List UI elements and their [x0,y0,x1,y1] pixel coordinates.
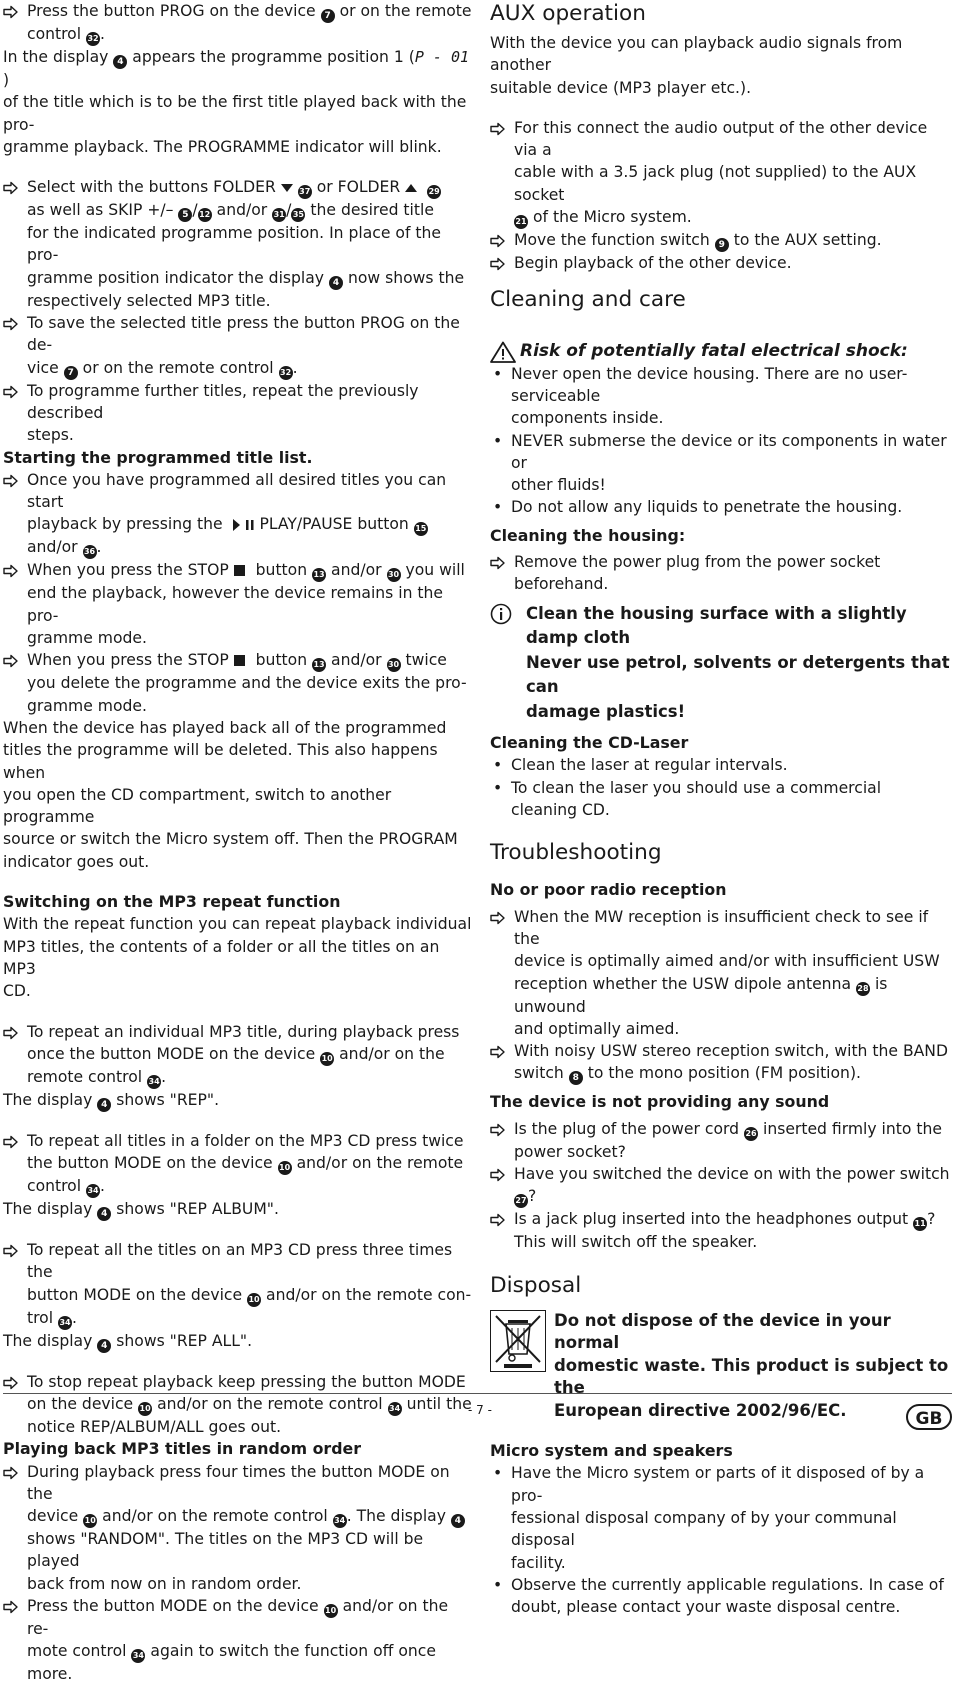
list-item: • Do not allow any liquids to penetrate the housing. [493,498,903,517]
ref-number: 34 [333,1514,347,1528]
ref-number: 27 [514,1194,528,1208]
arrow-icon [490,1163,514,1185]
list-item: • Observe the currently applicable regulations. In case of doubt, please contact your waste disposal centre. [493,1575,944,1617]
heading-radio-reception: No or poor radio reception [490,880,727,900]
step-press-prog: Press the button PROG on the device 7 or on the remote control 32. [3,0,473,46]
right-column [490,0,952,1618]
ref-number: 9 [715,238,729,252]
arrow-icon [490,229,514,251]
arrow-icon [3,380,27,402]
arrow-icon [490,551,514,573]
paragraph: In the display 4 appears the programme position 1 (P - 01) of the title which is to be the first title played back with the pro- gramme playback. The PROGRAMME indicator will blink. [3,48,470,156]
ref-number: 32 [86,32,100,46]
step-check-power: Have you switched the device on with the power switch 27? [490,1163,952,1208]
left-column [3,0,473,1686]
arrow-icon [490,117,514,139]
paragraph: With the device you can playback audio signals from another suitable device (MP3 player etc.). [490,34,903,97]
ref-number: 32 [279,366,293,380]
triangle-up-icon [405,184,417,192]
arrow-icon [490,1118,514,1140]
ref-number: 34 [147,1075,161,1089]
step-stop-repeat: To stop repeat playback keep pressing the button MODE on the device 10 and/or on the remote control 34 until the notice REP/ALBUM/ALL goes out. [3,1371,473,1439]
ref-number: 30 [387,568,401,582]
ref-number: 12 [198,208,212,222]
arrow-icon [3,559,27,581]
arrow-icon [3,1130,27,1152]
ref-number: 37 [298,185,312,199]
paragraph: The display 4 shows "REP ALBUM". [3,1200,279,1220]
play-pause-icon [233,519,255,531]
warning-triangle-icon [490,341,516,363]
ref-number: 29 [427,185,441,199]
arrow-icon [3,1461,27,1483]
language-badge: GB [906,1404,952,1430]
list-item: • Never open the device housing. There are no user-serviceable components inside. [493,364,908,428]
heading-disposal: Disposal [490,1272,582,1298]
footer-divider [3,1393,952,1394]
stop-icon [234,565,246,577]
arrow-icon [3,1239,27,1261]
arrow-icon [3,176,27,198]
ref-number: 4 [113,55,127,69]
ref-number: 4 [97,1098,111,1112]
arrow-icon [3,312,27,334]
step-start-playback: Once you have programmed all desired titles you can start playback by pressing the PLAY/PAUSE button 15 and/or 36. [3,469,473,560]
ref-number: 7 [321,9,335,23]
heading-random-order: Playing back MP3 titles in random order [3,1439,362,1459]
ref-number: 35 [291,208,305,222]
stop-icon [234,655,246,667]
step-repeat-folder: To repeat all titles in a folder on the MP3 CD press twice the button MODE on the device 10 and/or on the remote control 34. [3,1130,473,1198]
ref-number: 10 [278,1161,292,1175]
arrow-icon [490,1040,514,1062]
ref-number: 10 [83,1514,97,1528]
step-random-off: Press the button MODE on the device 10 and/or on the re- mote control 34 again to switch the function off once more. [3,1595,473,1686]
ref-number: 7 [64,366,78,380]
heading-cleaning-care: Cleaning and care [490,287,686,313]
step-check-headphones: Is a jack plug inserted into the headphones output 11? This will switch off the speaker. [490,1208,952,1253]
info-note: Clean the housing surface with a slightly damp cloth Never use petrol, solvents or detergents that can damage plastics! [490,602,952,725]
step-aux-connect: For this connect the audio output of the other device via a cable with a 3.5 jack plug (not supplied) to the AUX socket 21 of the Micro system. [490,117,952,229]
step-select-folder: Select with the buttons FOLDER 37 or FOLDER 29 as well as SKIP +/– 5 /12 and/or 31/35 the desired title for the indicated programme position. In place of the pro- gramme position indicator the display 4 now shows the respectively selected MP3 title. [3,176,473,312]
list-item: • NEVER submerse the device or its components in water or other fluids! [493,431,947,495]
warning-shock: Risk of potentially fatal electrical shock: [490,340,952,362]
step-stop-twice: When you press the STOP button 13 and/or 30 twice you delete the programme and the device exits the pro- gramme mode. [3,649,473,717]
heading-starting-programmed: Starting the programmed title list. [3,447,313,467]
step-save-title: To save the selected title press the button PROG on the de- vice 7 or on the remote control 32. [3,312,473,380]
ref-number: 4 [97,1339,111,1353]
step-remove-plug: Remove the power plug from the power socket beforehand. [490,551,952,596]
crossed-bin-icon [490,1310,554,1372]
triangle-down-icon [281,184,293,192]
ref-number: 10 [320,1052,334,1066]
paragraph: When the device has played back all of the programmed titles the programme will be deleted. This also happens when you open the CD compartment, switch to another programme source or switch the Micro system off. Then the PROGRAM indicator goes out. [3,718,458,871]
heading-cleaning-housing: Cleaning the housing: [490,525,686,545]
step-check-plug: Is the plug of the power cord 26 inserted firmly into the power socket? [490,1118,952,1163]
arrow-icon [490,252,514,274]
ref-number: 10 [138,1402,152,1416]
heading-cleaning-laser: Cleaning the CD-Laser [490,733,689,753]
arrow-icon [490,906,514,928]
ref-number: 21 [514,215,528,229]
ref-number: 11 [913,1217,927,1231]
ref-number: 10 [324,1604,338,1618]
ref-number: 8 [569,1071,583,1085]
page-number: - 7 - [468,1403,492,1417]
ref-number: 13 [312,658,326,672]
ref-number: 13 [312,568,326,582]
ref-number: 4 [329,276,343,290]
ref-number: 34 [86,1184,100,1198]
arrow-icon [490,1208,514,1230]
ref-number: 26 [744,1127,758,1141]
arrow-icon [3,1021,27,1043]
arrow-icon [3,0,27,22]
ref-number: 30 [387,658,401,672]
step-stop-once: When you press the STOP button 13 and/or 30 you will end the playback, however the device remains in the pro- gramme mode. [3,559,473,649]
list-item: • To clean the laser you should use a commercial cleaning CD. [493,778,882,820]
display-segment-text: P - 01 [414,48,470,66]
step-aux-switch: Move the function switch 9 to the AUX setting. [490,229,952,252]
step-programme-further: To programme further titles, repeat the previously described steps. [3,380,473,447]
list-item: • Have the Micro system or parts of it disposed of by a pro- fessional disposal company of by your communal disposal facility. [493,1464,925,1572]
ref-number: 36 [83,545,97,559]
paragraph: The display 4 shows "REP ALL". [3,1331,253,1351]
paragraph: The display 4 shows "REP". [3,1090,220,1110]
ref-number: 4 [97,1207,111,1221]
step-random-on: During playback press four times the button MODE on the device 10 and/or on the remote control 34. The display 4 shows "RANDOM". The titles on the MP3 CD will be played back from now on in random order. [3,1461,473,1595]
ref-number: 34 [58,1316,72,1330]
arrow-icon [3,1595,27,1617]
arrow-icon [3,469,27,491]
ref-number: 28 [856,982,870,996]
arrow-icon [3,1371,27,1393]
ref-number: 15 [414,522,428,536]
ref-number: 34 [131,1649,145,1663]
ref-number: 4 [451,1514,465,1528]
list-item: • Clean the laser at regular intervals. [493,756,788,775]
heading-micro-speakers: Micro system and speakers [490,1441,733,1461]
heading-aux-operation: AUX operation [490,1,646,26]
disposal-note: Do not dispose of the device in your normal domestic waste. This product is subject to the European directive 2002/96/EC. [490,1310,952,1423]
ref-number: 31 [272,208,286,222]
step-repeat-all: To repeat all the titles on an MP3 CD press three times the button MODE on the device 10 and/or on the remote con- trol 34. [3,1239,473,1330]
ref-number: 10 [247,1293,261,1307]
heading-repeat-function: Switching on the MP3 repeat function [3,892,341,912]
heading-no-sound: The device is not providing any sound [490,1092,830,1112]
step-repeat-one: To repeat an individual MP3 title, during playback press once the button MODE on the device 10 and/or on the remote control 34. [3,1021,473,1089]
step-mw-reception: When the MW reception is insufficient check to see if the device is optimally aimed and/or with insufficient USW reception whether the USW dipole antenna 28 is unwound and optimally aimed. [490,906,952,1040]
ref-number: 34 [388,1402,402,1416]
paragraph: With the repeat function you can repeat playback individual MP3 titles, the contents of a folder or all the titles on an MP3 CD. [3,915,472,1001]
step-band-switch: With noisy USW stereo reception switch, with the BAND switch 8 to the mono position (FM position). [490,1040,952,1085]
heading-troubleshooting: Troubleshooting [490,840,662,866]
arrow-icon [3,649,27,671]
info-icon [490,603,526,627]
step-aux-begin: Begin playback of the other device. [490,252,952,274]
ref-number: 5 [178,208,192,222]
